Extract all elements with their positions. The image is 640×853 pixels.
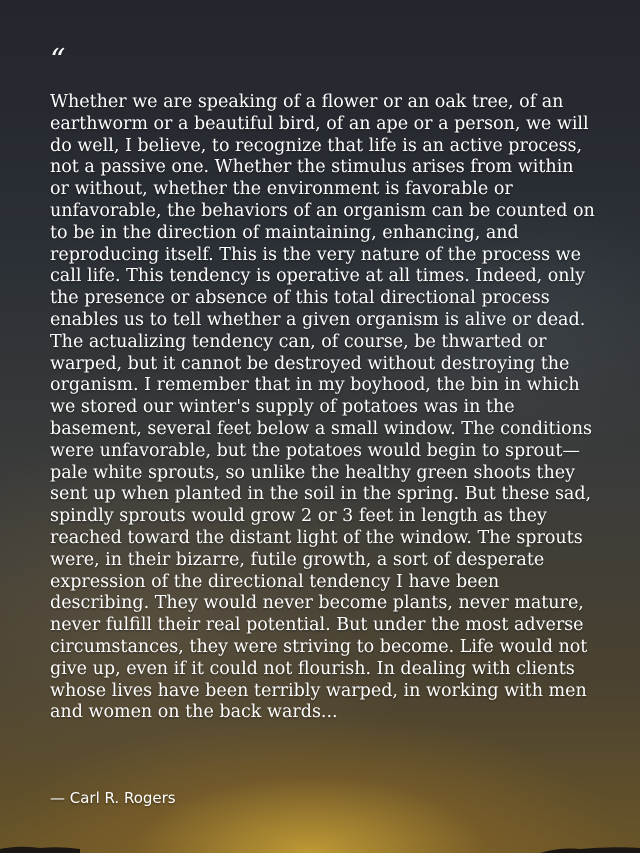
quote-text: Whether we are speaking of a flower or an oak tree, of an earthworm or a beautiful bird, of an ape or a person, we will do well, I believe, to recognize that life is an active process, not a passive one. Whether the stimulus arises from within or without, whether the environment is favorable or unfavorable, the behaviors of an organism can be counted on to be in the direction of maintaining, enhancing, and reproducing itself. This is the very nature of the process we call life. This tendency is operative at all times. Indeed, only the presence or absence of this total directional process enables us to tell whether a given organism is alive or dead. The actualizing tendency can, of course, be thwarted or warped, but it cannot be destroyed without destroying the organism. I remember that in my boyhood, the bin in which we stored our winter's supply of potatoes was in the basement, several feet below a small window. The conditions were unfavorable, but the potatoes would begin to sprout—pale white sprouts, so unlike the healthy green shoots they sent up when planted in the soil in the spring. But these sad, spindly sprouts would grow 2 or 3 feet in length as they reached toward the distant light of the window. The sprouts were, in their bizarre, futile growth, a sort of desperate expression of the directional tendency I have been describing. They would never become plants, never mature, never fulfill their real potential. But under the most adverse circumstances, they were striving to become. Life would not give up, even if it could not flourish. In dealing with clients whose lives have been terribly warped, in working with men and women on the back wards...	[50, 92, 595, 723]
tree-silhouette	[0, 843, 640, 853]
quote-author: — Carl R. Rogers	[50, 789, 176, 807]
quote-mark-icon: “	[50, 43, 66, 78]
